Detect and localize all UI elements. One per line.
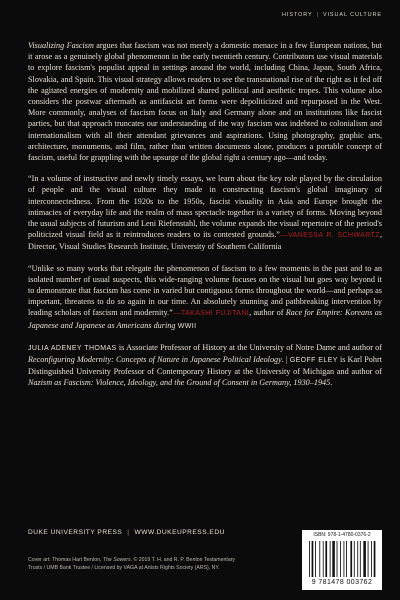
endorsement-dash: —	[279, 230, 289, 240]
endorsement-quote: “Unlike so many works that relegate the phenomenon of fascism to a few moments in the past and to an isolated number of usual suspects, this wide-ranging volume focuses on the visual but goes way beyond it to demonstrate that fascism has come in varied but contiguous forms throughout the world—and perhaps as important, threatens to do so again in our time. An absolutely stunning and pathbreaking intervention by leading scholars of fascism and modernity.”	[28, 263, 382, 318]
endorser-affiliation: , author of	[249, 308, 286, 318]
endorser-book-war: WWII	[175, 322, 197, 330]
barcode-bars	[309, 541, 377, 577]
editor-bio-thomas: is Associate Professor of History at the University of Notre Dame and author of	[116, 342, 382, 352]
credit-artwork: The Sowers	[102, 557, 131, 563]
credit-suffix: . © 2019 T. H. and R. P. Benton Testamentary	[130, 557, 236, 563]
description-text: argues that fascism was not merely a domestic menace in a few European nations, but it arose as a genuinely global phenomenon in the early twentieth century. Contributors use visual materials to explore fascism's populist appeal in settings around the world, including China, Japan, South Africa, Slovakia, and Spain. This visual strategy allows readers to see the transnational rise of the right as it fed off the agitated energies of modernity and mobilized shared political and aesthetic tropes. This volume also considers the postwar aftermath as antifascist art forms were depoliticized and repurposed in the West. More commonly, analyses of fascism focus on Italy and Germany alone and on institutions like fascist parties, but that approach truncates our understanding of the way fascism was indebted to colonialism and internationalism with all their attendant grievances and aspirations. Using photography, graphic arts, architecture, monuments, and film, rather than written documents alone, produces a portable concept of fascism, useful for grappling with the upsurge of the global right a century ago—and today.	[28, 41, 382, 163]
credit-line-2: Trusts / UMB Bank Trustee / Licensed by VAGA at Artists Rights Society (ARS), NY.	[28, 565, 220, 572]
book-title: Visualizing Fascism	[28, 41, 94, 50]
editor-book-eley: Nazism as Fascism: Violence, Ideology, and the Ground of Consent in Germany, 1930–1945	[28, 378, 331, 388]
back-cover-text	[28, 40, 382, 389]
subject-categories	[282, 12, 382, 18]
bio-separator: . |	[281, 355, 290, 365]
cover-art-credit	[28, 556, 298, 572]
endorsement-dash: —	[172, 308, 181, 318]
barcode-digits: 9 781478 003762	[311, 579, 373, 586]
subject-separator: |	[316, 12, 319, 18]
endorser-name: TAKASHI FUJITANI	[180, 310, 250, 318]
publisher-name: DUKE UNIVERSITY PRESS	[28, 529, 123, 536]
isbn-barcode	[302, 530, 382, 590]
endorser-affiliation: , Director, Visual Studies Research Institute, University of Southern California	[28, 230, 382, 252]
isbn-number: ISBN: 978-1-4780-0376-2	[313, 532, 371, 538]
subject-visual-culture: VISUAL CULTURE	[322, 12, 382, 18]
endorsement-schwartz	[28, 173, 382, 252]
publisher-url: WWW.DUKEUPRESS.EDU	[134, 529, 225, 536]
editor-bio-eley: is Karl Pohrt Distinguished University Professor of Contemporary History at the University of Michigan and author of	[28, 355, 382, 377]
editor-bios	[28, 342, 382, 389]
bio-end: .	[330, 378, 333, 388]
publisher-separator: |	[127, 529, 130, 536]
editor-name-thomas: JULIA ADENEY THOMAS	[28, 344, 117, 352]
editor-name-eley: GEOFF ELEY	[289, 357, 338, 365]
book-description	[28, 40, 382, 163]
editor-book-thomas: Reconfiguring Modernity: Concepts of Nature in Japanese Political Ideology	[28, 355, 282, 365]
endorsement-quote: “In a volume of instructive and newly timely essays, we learn about the key role played by the circulation of people and the visual culture they made in constructing fascism's global imaginary of interconnectedness. From the 1920s to the 1950s, fascist visuality in Asia and Europe brought the intimacies of everyday life and the realm of mass spectacle together in a variety of forms. Moving beyond the usual subjects of futurism and Leni Riefenstahl, the volume expands the visual repertoire of the period's politicized visual field as it reintroduces readers to its contested grounds.”	[28, 174, 382, 240]
publisher-line	[28, 529, 225, 536]
endorser-name: VANESSA R. SCHWARTZ	[288, 232, 380, 240]
endorsement-fujitani	[28, 263, 382, 332]
subject-history: HISTORY	[282, 12, 313, 18]
credit-prefix: Cover art: Thomas Hart Benton,	[28, 557, 103, 563]
endorser-book-title: Race for Empire: Koreans as Japanese and Japanese as Americans during	[28, 308, 382, 330]
